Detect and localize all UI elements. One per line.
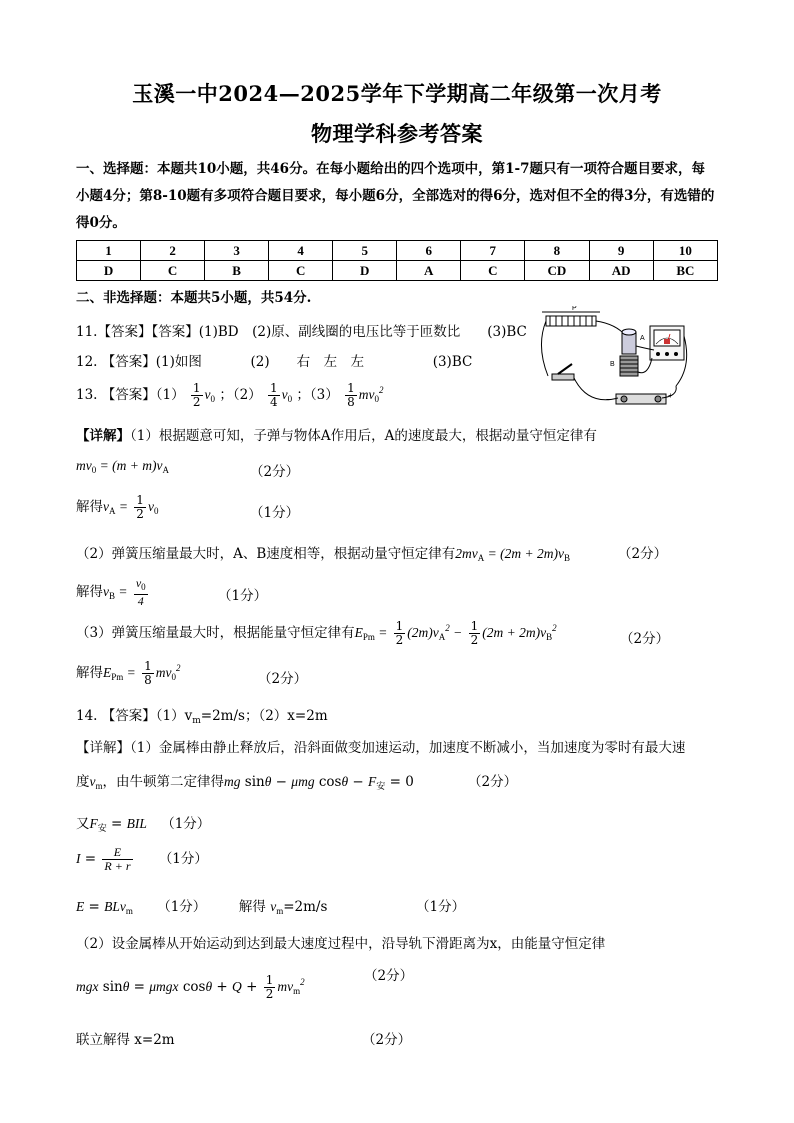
score: （2分） [250,464,300,480]
q13-prefix: 13. 【答案】（1） [76,387,185,403]
score: （2分） [620,631,670,647]
q12-answer [76,350,472,370]
q13-detail-2: （2）弹簧压缩量最大时，A、B速度相等，根据动量守恒定律有$2mv_A = (2m + 2m)v_B$ [76,546,570,563]
q14-final: 联立解得 x=2m [76,1032,175,1048]
q14-detail-2: （2）设金属棒从开始运动到达到最大速度过程中，沿导轨下滑距离为x，由能量守恒定律 [76,936,606,952]
table-cell: 4 [269,241,333,261]
score: （1分） [218,588,268,604]
q14-detail-1b: 度$v_m$，由牛顿第二定律得mg sinθ − μmg $\cos\theta - F_安 = 0$ [76,774,414,792]
q13-eq4: 解得$v_B$ = $\frac{v_0}{4}$ [76,576,146,608]
label-b: B [610,361,615,368]
fraction: $\frac{1}{2}$ [192,381,201,409]
table-cell: C [461,261,525,281]
score: （2分） [364,968,414,984]
table-cell: A [397,261,461,281]
table-cell: C [269,261,333,281]
table-cell: 10 [653,241,717,261]
q14-eq-energy: mgx sinθ = μmgx cosθ + Q + $\frac{1}{2}$ $mv_m^2$ [76,973,305,1001]
score: （2分） [362,1032,412,1048]
fraction: $\frac{1}{8}$ [347,381,355,409]
answer-title: 物理学科参考答案 [311,121,483,146]
q13-detail-3: （3）弹簧压缩量最大时，根据能量守恒定律有$E_{Pm}$ = $\frac{1}{2}$ $(2m)v_A^2$ − $\frac{1}{2}$ $(2m + 2m)v_B^2$ [76,619,557,647]
table-cell: B [205,261,269,281]
label-a: A [640,335,645,342]
q12-part3: (3)BC [432,354,473,370]
score: （2分） [618,546,668,562]
table-cell: 2 [141,241,205,261]
score: （1分） [157,899,207,915]
q13-sep3: ；（3） [296,387,339,403]
exam-title: 玉溪一中2024—2025学年下学期高二年级第一次月考 [132,81,662,106]
answer-table [76,240,718,281]
table-cell: BC [653,261,717,281]
table-cell: 7 [461,241,525,261]
q12-prefix: 12. 【答案】(1)如图 [76,354,202,370]
q14-detail-1a: 【详解】（1）金属棒由静止释放后，沿斜面做变加速运动，加速度不断减小，当加速度为零时有最大速 [76,740,686,756]
score: （2分） [468,774,518,790]
q13-eq6: 解得$E_{Pm}$ = $\frac{1}{8}$ $mv_0^2$ [76,659,181,687]
table-cell: 9 [589,241,653,261]
score: （2分） [258,671,308,687]
q13-answer: 13. 【答案】（1） $\frac{1}{2}$ $v_0$ ；（2） $\frac{1}{4}$ $v_0$ ；（3） $\frac{1}{8}$ $mv_0^2$ [76,381,384,409]
answer-table-numbers-row [77,241,718,261]
fraction: $\frac{1}{4}$ [269,381,278,409]
q13-sep2: ；（2） [219,387,262,403]
table-cell: D [333,261,397,281]
q13-eq1: $mv_0 = (m + m)v_A$ [76,458,169,475]
table-cell: C [141,261,205,281]
label-plus: + [668,391,673,400]
score: （1分） [416,899,466,915]
table-cell: D [77,261,141,281]
score: （1分） [158,851,208,867]
score: （1分） [250,505,300,521]
q14-eq-force: 又$F_安$ = BIL （1分） [76,816,211,834]
table-cell: 3 [205,241,269,261]
table-cell: 1 [77,241,141,261]
section2-intro: 二、非选择题：本题共5小题，共54分. [76,290,312,306]
q13-detail-1: 【详解】（1）根据题意可知，子弹与物体A作用后，A的速度最大，根据动量守恒定律有 [76,428,597,444]
table-cell: AD [589,261,653,281]
q14-eq-current: I = $\frac{E}{R + r}$ （1分） [76,845,208,873]
table-cell: 6 [397,241,461,261]
q12-part2: (2) 右 左 左 [250,354,365,370]
q14-answer: 14. 【答案】$(1)v_m=2m/s$；（2）x=2m [76,708,328,726]
score: （1分） [161,816,211,832]
q14-eq-emf: E = BLv$_m$ （1分） 解得 $v_m=2m/s$ （1分） [76,899,466,916]
label-minus: − [606,395,611,404]
q13-eq2: 解得$v_A$ = $\frac{1}{2}$ $v_0$ [76,493,159,521]
table-cell: 5 [333,241,397,261]
q11-answer: 11.【答案】【答案】(1)BD (2)原、副线圈的电压比等于匝数比 (3)BC [76,324,527,340]
table-cell: CD [525,261,589,281]
section1-intro: 一、选择题：本题共10小题，共46分。在每小题给出的四个选项中，第1-7题只有一项符合题目要求，每小题4分；第8-10题有多项符合题目要求，每小题6分，全部选对的得6分，选对但不全的得3分，有选错的得0分。 [76,161,715,231]
answer-table-answers-row [77,261,718,281]
transformer-circuit-figure [538,306,688,416]
table-cell: 8 [525,241,589,261]
label-p: P [572,306,577,312]
